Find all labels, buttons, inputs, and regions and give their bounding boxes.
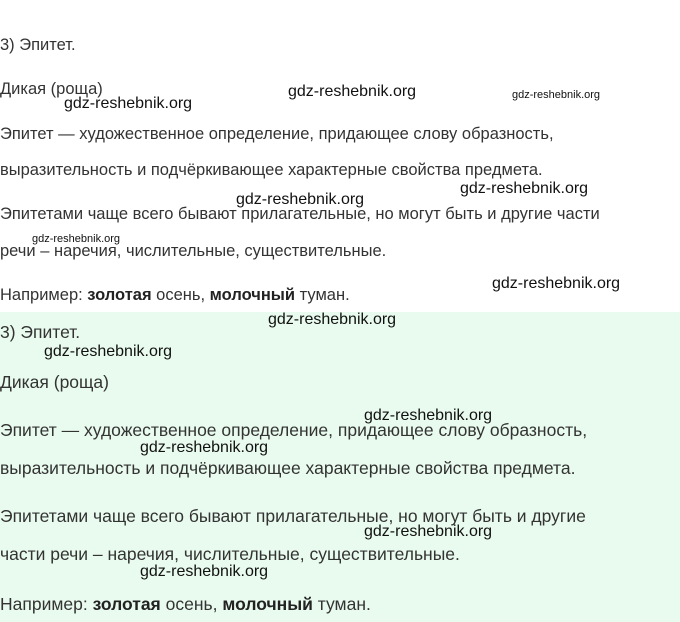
task-heading: 3) Эпитет.	[0, 322, 81, 342]
definition-line-2: выразительность и подчёркивающее характерные свойства предмета.	[0, 458, 576, 478]
watermark-text: gdz-reshebnik.org	[268, 311, 397, 328]
example-mid: осень,	[156, 286, 206, 304]
example-prefix: Например:	[0, 286, 83, 304]
parts-line-2: части речи – наречия, числительные, существительные.	[0, 544, 460, 564]
watermark-text: gdz-reshebnik.org	[140, 563, 269, 580]
watermark-text: gdz-reshebnik.org	[512, 89, 601, 101]
example-prefix: Например:	[0, 594, 88, 614]
example-word-1: золотая	[92, 594, 161, 614]
watermark-text: gdz-reshebnik.org	[364, 407, 493, 424]
parts-line-2: речи – наречия, числительные, существительные.	[0, 242, 387, 260]
answer-text: Дикая (роща)	[0, 372, 109, 392]
watermark-text: gdz-reshebnik.org	[492, 275, 621, 292]
watermark-text: gdz-reshebnik.org	[44, 343, 173, 360]
watermark-text: gdz-reshebnik.org	[460, 180, 589, 197]
example-mid: осень,	[165, 594, 218, 614]
example-word-2: молочный	[222, 594, 313, 614]
example-end: туман.	[317, 594, 371, 614]
parts-line-1: Эпитетами чаще всего бывают прилагательные, но могут быть и другие части	[0, 205, 600, 223]
task-heading: 3) Эпитет.	[0, 36, 76, 54]
watermark-text: gdz-reshebnik.org	[288, 83, 417, 100]
definition-line-1: Эпитет — художественное определение, придающее слову образность,	[0, 420, 588, 440]
watermark-text: gdz-reshebnik.org	[236, 191, 365, 208]
answer-text: Дикая (роща)	[0, 80, 103, 98]
example-end: туман.	[299, 286, 350, 304]
watermark-text: gdz-reshebnik.org	[140, 439, 269, 456]
example-line	[0, 286, 350, 305]
definition-line-2: выразительность и подчёркивающее характерные свойства предмета.	[0, 161, 543, 179]
parts-line-1: Эпитетами чаще всего бывают прилагательные, но могут быть и другие	[0, 506, 586, 526]
watermark-text: gdz-reshebnik.org	[64, 95, 193, 112]
watermark-text: gdz-reshebnik.org	[364, 523, 493, 540]
watermark-text: gdz-reshebnik.org	[32, 233, 121, 245]
example-word-1: золотая	[87, 286, 152, 304]
definition-line-1: Эпитет — художественное определение, придающее слову образность,	[0, 125, 554, 143]
example-line	[0, 594, 371, 615]
example-word-2: молочный	[209, 286, 296, 304]
